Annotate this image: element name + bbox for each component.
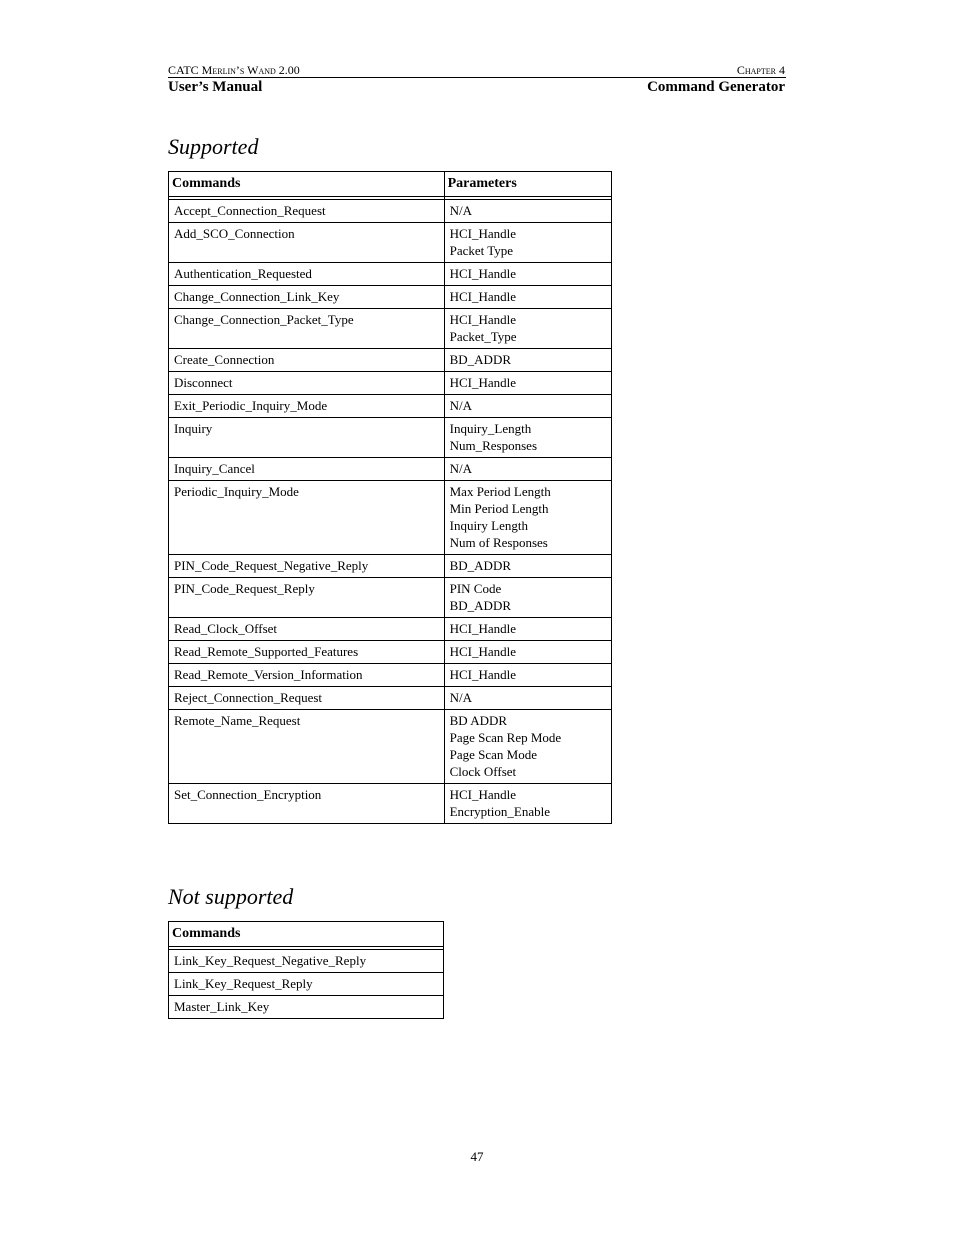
command-cell: Authentication_Requested: [169, 263, 445, 286]
parameter-value: Encryption_Enable: [449, 804, 550, 819]
running-header-section: Command Generator: [647, 79, 785, 95]
parameter-value: HCI_Handle: [449, 621, 517, 636]
parameters-cell: [444, 418, 611, 458]
table-row: [169, 618, 612, 641]
parameter-value: Clock Offset: [449, 764, 517, 779]
parameter-value: Packet_Type: [449, 329, 517, 344]
supported-commands-table: [168, 171, 612, 824]
parameter-value: Max Period Length: [449, 484, 551, 499]
command-cell: Exit_Periodic_Inquiry_Mode: [169, 395, 445, 418]
parameter-value: BD_ADDR: [449, 352, 512, 367]
parameter-value: N/A: [449, 461, 472, 476]
parameters-cell: [444, 349, 611, 372]
table-row: [169, 263, 612, 286]
command-cell: Accept_Connection_Request: [169, 200, 445, 223]
parameters-cell: [444, 309, 611, 349]
command-cell: Link_Key_Request_Reply: [169, 973, 444, 996]
table-row: [169, 395, 612, 418]
command-cell: Reject_Connection_Request: [169, 687, 445, 710]
parameters-cell: [444, 687, 611, 710]
parameters-cell: [444, 664, 611, 687]
parameter-value: HCI_Handle: [449, 226, 517, 241]
not-supported-heading: Not supported: [168, 884, 294, 909]
command-cell: Master_Link_Key: [169, 996, 444, 1019]
parameter-value: Num_Responses: [449, 438, 537, 453]
table-row: [169, 578, 612, 618]
table-row: [169, 687, 612, 710]
table-header-row: [169, 922, 444, 947]
parameters-cell: [444, 395, 611, 418]
parameter-value: BD ADDR: [449, 713, 508, 728]
running-header-chapter: Chapter 4: [736, 63, 785, 77]
command-cell: Periodic_Inquiry_Mode: [169, 481, 445, 555]
parameters-cell: [444, 286, 611, 309]
parameter-value: HCI_Handle: [449, 644, 517, 659]
parameter-value: HCI_Handle: [449, 787, 517, 802]
parameters-cell: [444, 458, 611, 481]
parameter-value: Packet Type: [449, 243, 514, 258]
parameter-value: HCI_Handle: [449, 289, 517, 304]
parameter-value: Min Period Length: [449, 501, 549, 516]
table-header-row: [169, 172, 612, 197]
table-row: [169, 481, 612, 555]
parameter-value: Inquiry Length: [449, 518, 528, 533]
running-header-manual: User’s Manual: [168, 79, 263, 95]
parameter-value: HCI_Handle: [449, 266, 517, 281]
parameter-value: N/A: [449, 398, 472, 413]
command-cell: Read_Remote_Version_Information: [169, 664, 445, 687]
parameter-value: Num of Responses: [449, 535, 548, 550]
command-cell: Disconnect: [169, 372, 445, 395]
parameter-value: HCI_Handle: [449, 375, 517, 390]
commands-column-header: Commands: [169, 922, 444, 947]
command-cell: Inquiry_Cancel: [169, 458, 445, 481]
parameters-cell: [444, 200, 611, 223]
table-row: [169, 200, 612, 223]
parameters-cell: [444, 618, 611, 641]
command-cell: Inquiry: [169, 418, 445, 458]
table-row: [169, 309, 612, 349]
table-row: [169, 286, 612, 309]
parameters-cell: [444, 263, 611, 286]
command-cell: Change_Connection_Link_Key: [169, 286, 445, 309]
command-cell: PIN_Code_Request_Negative_Reply: [169, 555, 445, 578]
command-cell: Set_Connection_Encryption: [169, 784, 445, 824]
parameters-cell: [444, 784, 611, 824]
command-cell: Change_Connection_Packet_Type: [169, 309, 445, 349]
not-supported-commands-table: [168, 921, 444, 1019]
parameter-value: N/A: [449, 690, 472, 705]
command-cell: Remote_Name_Request: [169, 710, 445, 784]
parameter-value: HCI_Handle: [449, 312, 517, 327]
parameters-cell: [444, 710, 611, 784]
page-number: 47: [470, 1149, 484, 1164]
table-row: [169, 950, 444, 973]
command-cell: Create_Connection: [169, 349, 445, 372]
parameter-value: BD_ADDR: [449, 558, 512, 573]
parameters-column-header: Parameters: [444, 172, 611, 197]
table-row: [169, 641, 612, 664]
table-row: [169, 349, 612, 372]
parameter-value: PIN Code: [449, 581, 502, 596]
command-cell: PIN_Code_Request_Reply: [169, 578, 445, 618]
parameters-cell: [444, 641, 611, 664]
table-row: [169, 418, 612, 458]
table-row: [169, 784, 612, 824]
parameters-cell: [444, 223, 611, 263]
parameters-cell: [444, 372, 611, 395]
parameter-value: BD_ADDR: [449, 598, 512, 613]
command-cell: Link_Key_Request_Negative_Reply: [169, 950, 444, 973]
parameter-value: Inquiry_Length: [449, 421, 532, 436]
parameter-value: Page Scan Mode: [449, 747, 537, 762]
parameter-value: N/A: [449, 203, 472, 218]
command-cell: Read_Clock_Offset: [169, 618, 445, 641]
parameters-cell: [444, 578, 611, 618]
table-row: [169, 710, 612, 784]
table-row: [169, 973, 444, 996]
table-row: [169, 996, 444, 1019]
supported-heading: Supported: [168, 134, 259, 159]
command-cell: Read_Remote_Supported_Features: [169, 641, 445, 664]
running-header-title: CATC Merlin’s Wand 2.00: [168, 63, 300, 77]
table-row: [169, 555, 612, 578]
table-row: [169, 223, 612, 263]
commands-column-header: Commands: [169, 172, 445, 197]
table-row: [169, 664, 612, 687]
parameters-cell: [444, 481, 611, 555]
parameter-value: HCI_Handle: [449, 667, 517, 682]
table-row: [169, 458, 612, 481]
table-row: [169, 372, 612, 395]
parameter-value: Page Scan Rep Mode: [449, 730, 562, 745]
command-cell: Add_SCO_Connection: [169, 223, 445, 263]
parameters-cell: [444, 555, 611, 578]
